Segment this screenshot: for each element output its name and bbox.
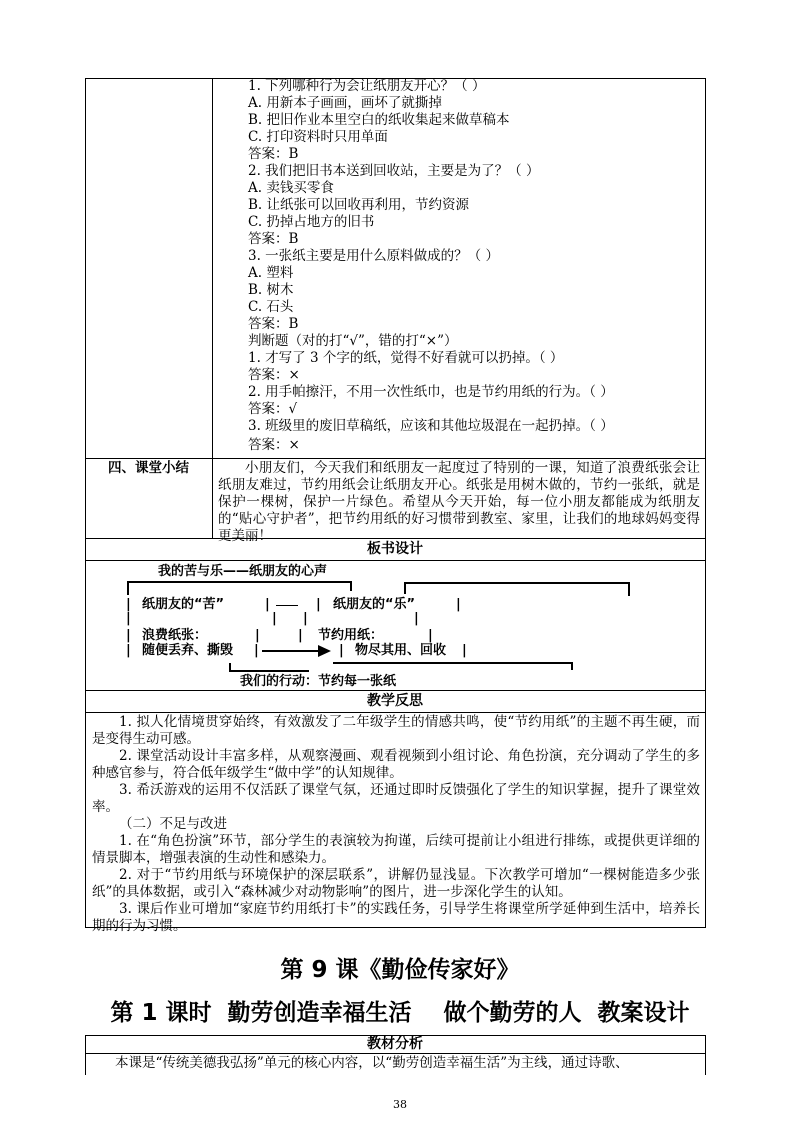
board-bar: | (126, 643, 131, 658)
exercise-line: C. 打印资料时只用单面 (248, 129, 388, 145)
row-divider (85, 690, 706, 691)
board-left-bar: | (126, 597, 131, 612)
board-bar: | (316, 597, 321, 612)
summary-label: 四、课堂小结 (108, 460, 189, 476)
reflection-heading: 教学反思 (367, 693, 423, 709)
board-right-bracket-edge (404, 582, 406, 594)
board-waste-detail: 随便丢弃、撕毁 (142, 643, 234, 658)
exercise-line: 答案：B (248, 146, 299, 162)
board-bottom-bracket (333, 662, 573, 664)
page-number: 38 (393, 1098, 407, 1111)
board-bar: | (265, 597, 270, 612)
lesson-subtitle: 第 1 课时 勤劳创造幸福生活 做个勤劳的人 教案设计 (110, 1000, 690, 1026)
board-title: 我的苦与乐——纸朋友的心声 (158, 564, 328, 579)
row-divider (85, 712, 706, 713)
board-waste-label: 浪费纸张： (142, 628, 208, 643)
table2-right-border (705, 1035, 706, 1075)
board-bar: | (126, 611, 131, 626)
exercise-line: C. 扔掉占地方的旧书 (248, 214, 375, 230)
column-divider (212, 78, 213, 538)
analysis-text: 本课是“传统美德我弘扬”单元的核心内容，以“勤劳创造幸福生活”为主线，通过诗歌、 (115, 1055, 629, 1071)
table-left-border (85, 78, 86, 928)
exercise-line: B. 让纸张可以回收再利用，节约资源 (248, 197, 470, 213)
exercise-line: C. 石头 (248, 299, 294, 315)
board-bar: | (272, 611, 277, 626)
board-bar: | (298, 628, 303, 643)
reflection-paragraph: 1. 在“角色扮演”环节，部分学生的表演较为拘谨，后续可提前让小组进行排练，或提供更详细的情景脚本，增强表演的生动性和感染力。 (92, 833, 700, 866)
board-left-label: 纸朋友的“苦” (142, 597, 225, 612)
exercise-line: 2. 我们把旧书本送到回收站，主要是为了？（ ） (248, 163, 540, 179)
reflection-paragraph: 3. 课后作业可增加“家庭节约用纸打卡”的实践任务，引导学生将课堂所学延伸到生活中，培养长期的行为习惯。 (92, 901, 700, 934)
lesson-title: 第 9 课《勤俭传家好》 (280, 957, 520, 983)
board-bar: | (462, 643, 467, 658)
exercise-line: 1. 才写了 3 个字的纸，觉得不好看就可以扔掉。（ ） (248, 350, 564, 366)
exercise-line: 答案：√ (248, 401, 298, 417)
board-left-bracket-edge (350, 581, 352, 591)
board-left-bracket-top (127, 581, 352, 583)
board-right-bracket-top (404, 582, 630, 584)
board-bar: | (303, 611, 308, 626)
exercise-line: 3. 班级里的废旧草稿纸，应该和其他垃圾混在一起扔掉。（ ） (248, 418, 614, 434)
exercise-line: B. 把旧作业本里空白的纸收集起来做草稿本 (248, 112, 510, 128)
board-bottom-bracket (229, 670, 309, 672)
board-bottom-bracket (571, 662, 573, 670)
exercise-line: 答案：B (248, 316, 299, 332)
summary-text: 小朋友们，今天我们和纸朋友一起度过了特别的一课，知道了浪费纸张会让纸朋友难过，节约用纸会让纸朋友开心。纸张是用树木做的，节约一张纸，就是保护一棵树，保护一片绿色。希望从今天开始，每一位小朋友都能成为纸朋友的“贴心守护者”，把节约用纸的好习惯带到教室、家里，让我们的地球妈妈变得更美丽！ (218, 460, 700, 544)
board-arrow-head (318, 644, 332, 658)
exercise-line: A. 塑料 (248, 265, 294, 281)
reflection-paragraph: 1. 拟人化情境贯穿始终，有效激发了二年级学生的情感共鸣，使“节约用纸”的主题不再生硬，而是变得生动可感。 (92, 714, 700, 747)
board-heading: 板书设计 (367, 541, 423, 557)
exercise-line: 2. 用手帕擦汗，不用一次性纸巾，也是节约用纸的行为。（ ） (248, 384, 614, 400)
board-bar: | (456, 597, 461, 612)
analysis-heading: 教材分析 (367, 1036, 423, 1052)
reflection-text (92, 714, 700, 935)
row-divider (85, 560, 706, 561)
board-bar: | (339, 643, 344, 658)
board-right-label: 纸朋友的“乐” (333, 597, 416, 612)
exercise-line: 答案：× (248, 367, 300, 383)
board-bar: | (255, 628, 260, 643)
board-left-bracket-edge (127, 581, 129, 595)
table2-row-divider (85, 1053, 706, 1054)
reflection-paragraph: 3. 希沃游戏的运用不仅活跃了课堂气氛，还通过即时反馈强化了学生的知识掌握，提升了课堂效率。 (92, 782, 700, 815)
exercise-line: 判断题（对的打“√”，错的打“×”） (248, 333, 458, 349)
exercise-line: A. 用新本子画画，画坏了就撕掉 (248, 95, 442, 111)
reflection-subheading: （二）不足与改进 (119, 816, 227, 832)
exercise-line: A. 卖钱买零食 (248, 180, 334, 196)
board-bar: | (126, 628, 131, 643)
board-bar: | (254, 643, 259, 658)
reflection-paragraph: 2. 对于“节约用纸与环境保护的深层联系”，讲解仍显浅显。下次教学可增加“一棵树能造多少张纸”的具体数据，或引入“森林减少对动物影响”的图片，进一步深化学生的认知。 (92, 867, 700, 900)
table-right-border (705, 78, 706, 928)
board-arrow-line (262, 650, 320, 652)
board-right-bracket-edge (628, 582, 630, 596)
reflection-paragraph: 2. 课堂活动设计丰富多样，从观察漫画、观看视频到小组讨论、角色扮演，充分调动了学生的多种感官参与，符合低年级学生“做中学”的认知规律。 (92, 748, 700, 781)
exercise-line: B. 树木 (248, 282, 294, 298)
board-save-detail: 物尽其用、回收 (355, 643, 447, 658)
board-bar: | (414, 611, 419, 626)
exercise-line: 3. 一张纸主要是用什么原料做成的？（ ） (248, 248, 499, 264)
board-connector (276, 605, 298, 606)
board-save-label: 节约用纸： (318, 628, 384, 643)
row-divider (85, 458, 706, 459)
board-action: 我们的行动：节约每一张纸 (240, 674, 397, 689)
board-bar: | (428, 628, 433, 643)
exercise-line: 1. 下列哪种行为会让纸朋友开心？（ ） (248, 78, 486, 94)
exercise-line: 答案：× (248, 437, 300, 453)
exercise-line: 答案：B (248, 231, 299, 247)
